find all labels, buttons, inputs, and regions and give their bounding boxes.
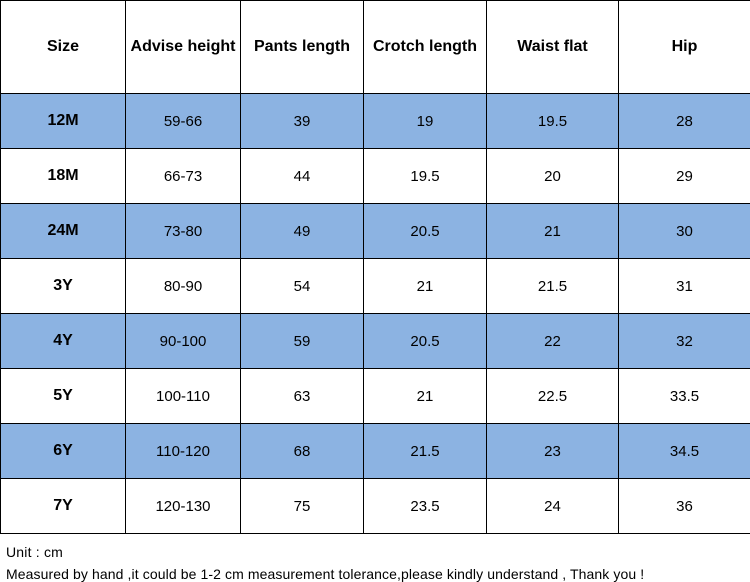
cell-advise-height: 90-100: [126, 314, 241, 369]
column-header-hip: Hip: [619, 1, 750, 94]
cell-size: 6Y: [1, 424, 126, 479]
cell-hip: 33.5: [619, 369, 750, 424]
cell-size: 24M: [1, 204, 126, 259]
cell-advise-height: 59-66: [126, 94, 241, 149]
table-row: [1, 204, 750, 259]
measurement-note: Measured by hand ,it could be 1-2 cm measurement tolerance,please kindly understand , Thank you !: [6, 566, 746, 582]
cell-pants-length: 63: [241, 369, 364, 424]
column-header-size: Size: [1, 1, 126, 94]
table-header: [1, 1, 750, 94]
cell-advise-height: 66-73: [126, 149, 241, 204]
cell-pants-length: 54: [241, 259, 364, 314]
cell-advise-height: 100-110: [126, 369, 241, 424]
cell-crotch-length: 23.5: [364, 479, 487, 534]
column-header-advise-height: Advise height: [126, 1, 241, 94]
cell-waist-flat: 22: [487, 314, 619, 369]
cell-pants-length: 39: [241, 94, 364, 149]
cell-waist-flat: 23: [487, 424, 619, 479]
cell-crotch-length: 21: [364, 259, 487, 314]
column-header-pants-length: Pants length: [241, 1, 364, 94]
table-row: [1, 259, 750, 314]
cell-hip: 36: [619, 479, 750, 534]
cell-waist-flat: 20: [487, 149, 619, 204]
unit-label: Unit : cm: [6, 544, 746, 560]
cell-crotch-length: 19.5: [364, 149, 487, 204]
cell-hip: 34.5: [619, 424, 750, 479]
cell-advise-height: 110-120: [126, 424, 241, 479]
cell-pants-length: 44: [241, 149, 364, 204]
table-row: [1, 479, 750, 534]
table-row: [1, 314, 750, 369]
cell-waist-flat: 19.5: [487, 94, 619, 149]
cell-size: 7Y: [1, 479, 126, 534]
table-row: [1, 94, 750, 149]
column-header-crotch-length: Crotch length: [364, 1, 487, 94]
cell-crotch-length: 20.5: [364, 204, 487, 259]
cell-hip: 31: [619, 259, 750, 314]
table-row: [1, 369, 750, 424]
cell-hip: 28: [619, 94, 750, 149]
cell-waist-flat: 21: [487, 204, 619, 259]
table-row: [1, 149, 750, 204]
cell-size: 5Y: [1, 369, 126, 424]
cell-hip: 30: [619, 204, 750, 259]
cell-advise-height: 120-130: [126, 479, 241, 534]
cell-crotch-length: 19: [364, 94, 487, 149]
table-body: [1, 94, 750, 534]
cell-size: 18M: [1, 149, 126, 204]
cell-hip: 29: [619, 149, 750, 204]
cell-waist-flat: 21.5: [487, 259, 619, 314]
cell-size: 3Y: [1, 259, 126, 314]
cell-size: 12M: [1, 94, 126, 149]
cell-crotch-length: 21.5: [364, 424, 487, 479]
cell-crotch-length: 21: [364, 369, 487, 424]
cell-waist-flat: 24: [487, 479, 619, 534]
cell-crotch-length: 20.5: [364, 314, 487, 369]
cell-size: 4Y: [1, 314, 126, 369]
cell-advise-height: 80-90: [126, 259, 241, 314]
cell-hip: 32: [619, 314, 750, 369]
cell-waist-flat: 22.5: [487, 369, 619, 424]
cell-pants-length: 59: [241, 314, 364, 369]
cell-pants-length: 75: [241, 479, 364, 534]
table-header-row: [1, 1, 750, 94]
column-header-waist-flat: Waist flat: [487, 1, 619, 94]
table-row: [1, 424, 750, 479]
footer-notes: [0, 534, 750, 582]
cell-pants-length: 49: [241, 204, 364, 259]
cell-pants-length: 68: [241, 424, 364, 479]
cell-advise-height: 73-80: [126, 204, 241, 259]
